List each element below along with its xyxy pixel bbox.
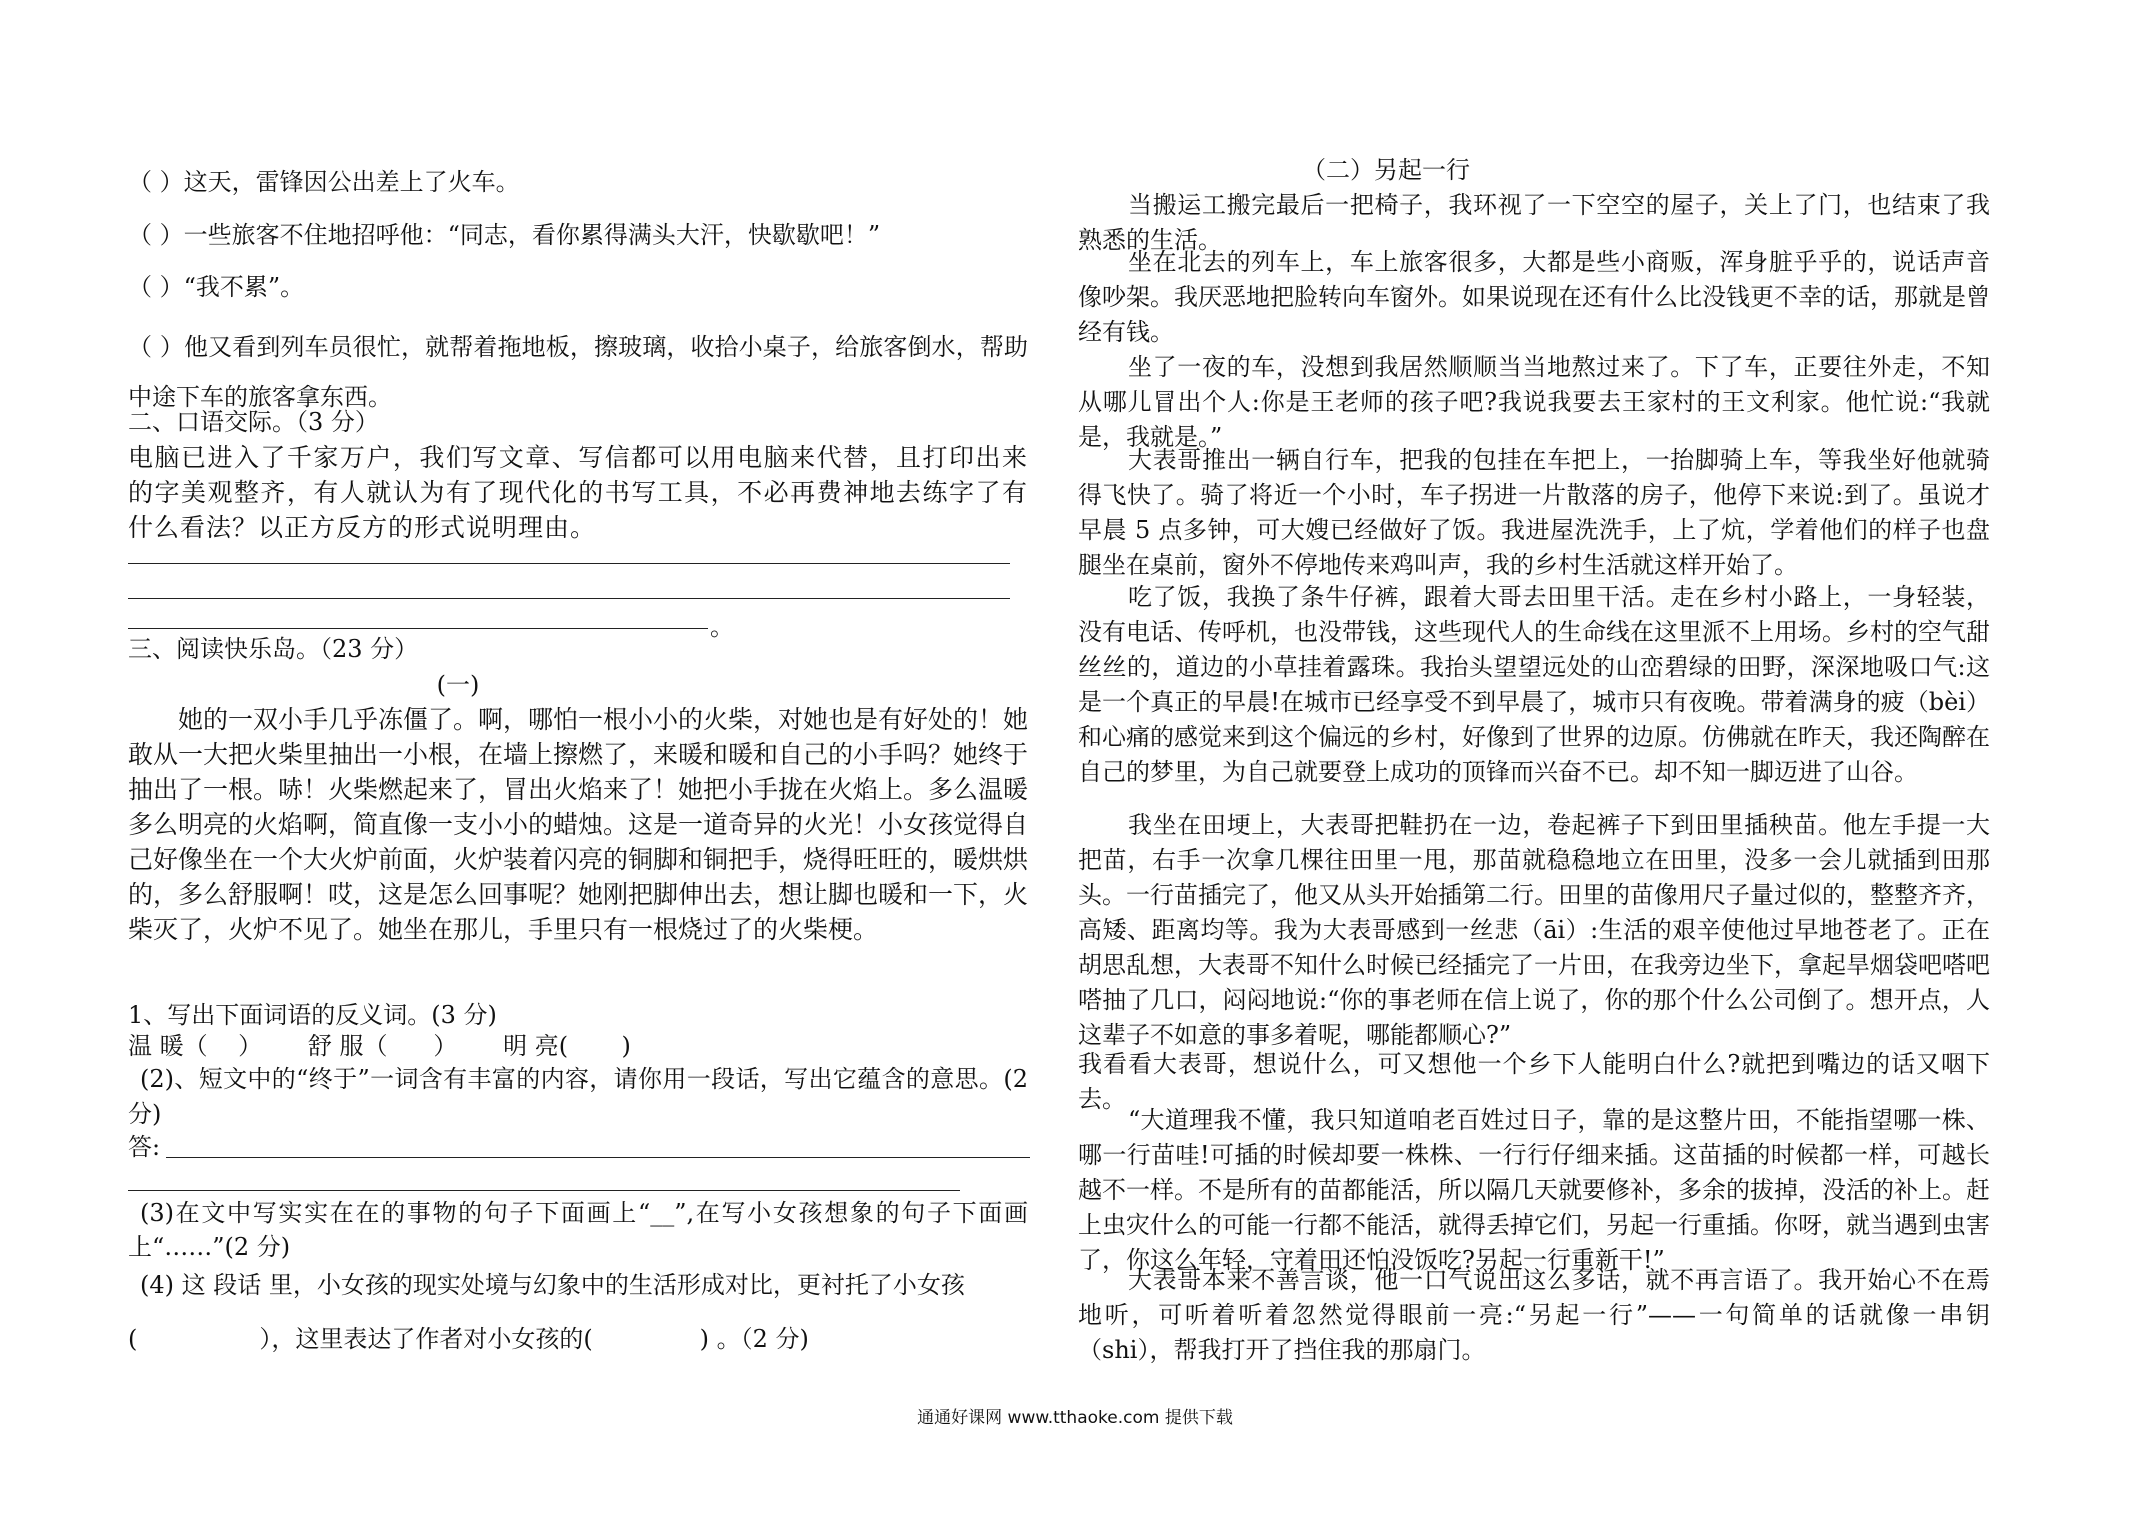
paragraph-7: 我看看大表哥，想说什么，可又想他一个乡下人能明白什么?就把到嘴边的话又咽下去。	[1078, 1050, 1990, 1113]
order-item-3: （ ）“我不累”。	[128, 273, 305, 301]
paragraph-1: 当搬运工搬完最后一把椅子，我环视了一下空空的屋子，关上了门，也结束了我熟悉的生活。	[1078, 191, 1990, 254]
passage-1-title: (一)	[436, 671, 480, 699]
footer-credit: 通通好课网 www.tthaoke.com 提供下载	[917, 1408, 1233, 1428]
answer-line-5	[128, 1190, 960, 1191]
question-1-words: 温 暖（ ） 舒 服（ ） 明 亮( )	[128, 1032, 631, 1060]
paragraph-6: 我坐在田埂上，大表哥把鞋扔在一边，卷起裤子下到田里插秧苗。他左手提一大把苗，右手一次拿几棵往田里一甩，那苗就稳稳地立在田里，没多一会儿就插到田那头。一行苗插完了，他又从头开始插第二行。田里的苗像用尺子量过似的，整整齐齐，高矮、距离均等。我为大表哥感到一丝悲（āi）:生活的艰辛使他过早地苍老了。正在胡思乱想，大表哥不知什么时候已经插完了一片田，在我旁边坐下，拿起旱烟袋吧嗒吧嗒抽了几口，闷闷地说:“你的事老师在信上说了，你的那个什么公司倒了。想开点，人这辈子不如意的事多着呢，哪能都顺心?”	[1078, 811, 1990, 1049]
section-2-title: 二、口语交际。（3 分）	[128, 408, 379, 436]
question-2: (2)、短文中的“终于”一词含有丰富的内容，请你用一段话，写出它蕴含的意思。(2 分)	[128, 1065, 1028, 1128]
order-item-4: （ ）他又看到列车员很忙，就帮着拖地板，擦玻璃，收拾小桌子，给旅客倒水，帮助中途下车的旅客拿东西。	[128, 333, 1028, 411]
order-item-2: （ ）一些旅客不住地招呼他：“同志，看你累得满头大汗，快歇歇吧！”	[128, 221, 881, 249]
answer-line-3	[128, 628, 708, 629]
paragraph-4: 大表哥推出一辆自行车，把我的包挂在车把上，一抬脚骑上车，等我坐好他就骑得飞快了。骑了将近一个小时，车子拐进一片散落的房子，他停下来说:到了。虽说才早晨 5 点多钟，可大嫂已经做好了饭。我进屋洗洗手，上了炕，学着他们的样子也盘腿坐在桌前，窗外不停地传来鸡叫声，我的乡村生活就这样开始了。	[1078, 446, 1990, 579]
passage-2-title: （二）另起一行	[1302, 156, 1470, 184]
section-2-body: 电脑已进入了千家万户，我们写文章、写信都可以用电脑来代替，且打印出来的字美观整齐，有人就认为有了现代化的书写工具，不必再费神地去练字了有什么看法？以正方反方的形式说明理由。	[128, 443, 1028, 542]
answer-line-4	[166, 1157, 1030, 1158]
passage-1-body: 她的一双小手几乎冻僵了。啊，哪怕一根小小的火柴，对她也是有好处的！她敢从一大把火柴里抽出一小根，在墙上擦燃了，来暖和暖和自己的小手吗？她终于抽出了一根。哧！火柴燃起来了，冒出火焰来了！她把小手拢在火焰上。多么温暖多么明亮的火焰啊，简直像一支小小的蜡烛。这是一道奇异的火光！小女孩觉得自己好像坐在一个大火炉前面，火炉装着闪亮的铜脚和铜把手，烧得旺旺的，暖烘烘的，多么舒服啊！哎，这是怎么回事呢？她刚把脚伸出去，想让脚也暖和一下，火柴灭了，火炉不见了。她坐在那儿，手里只有一根烧过了的火柴梗。	[128, 705, 1029, 944]
order-item-1: （ ）这天，雷锋因公出差上了火车。	[128, 168, 520, 196]
question-4-fill: ( ），这里表达了作者对小女孩的( ) 。（2 分)	[128, 1325, 809, 1353]
paragraph-9: 大表哥本来不善言谈，他一口气说出这么多话，就不再言语了。我开始心不在焉地听，可听着听着忽然觉得眼前一亮:“另起一行”——一句简单的话就像一串钥（shi），帮我打开了挡住我的那扇门。	[1078, 1266, 1990, 1364]
paragraph-2: 坐在北去的列车上，车上旅客很多，大都是些小商贩，浑身脏乎乎的，说话声音像吵架。我厌恶地把脸转向车窗外。如果说现在还有什么比没钱更不幸的话，那就是曾经有钱。	[1078, 248, 1990, 346]
answer-label: 答:	[128, 1133, 161, 1161]
question-4: (4) 这 段话 里，小女孩的现实处境与幻象中的生活形成对比，更衬托了小女孩	[140, 1271, 965, 1299]
paragraph-5: 吃了饭，我换了条牛仔裤，跟着大哥去田里干活。走在乡村小路上，一身轻装，没有电话、传呼机，也没带钱，这些现代人的生命线在这里派不上用场。乡村的空气甜丝丝的，道边的小草挂着露珠。我抬头望望远处的山峦碧绿的田野，深深地吸口气:这是一个真正的早晨!在城市已经享受不到早晨了，城市只有夜晚。带着满身的疲（bèi）和心痛的感觉来到这个偏远的乡村，好像到了世界的边原。仿佛就在昨天，我还陶醉在自己的梦里，为自己就要登上成功的顶锋而兴奋不已。却不知一脚迈进了山谷。	[1078, 583, 1990, 786]
question-1: 1、写出下面词语的反义词。(3 分)	[128, 1001, 497, 1029]
section-3-title: 三、阅读快乐岛。（23 分）	[128, 635, 419, 663]
answer-end-mark: 。	[710, 613, 734, 641]
paragraph-3: 坐了一夜的车，没想到我居然顺顺当当地熬过来了。下了车，正要往外走，不知从哪儿冒出个人:你是王老师的孩子吧?我说我要去王家村的王文利家。他忙说:“我就是，我就是。”	[1078, 353, 1990, 451]
answer-line-2	[128, 598, 1010, 599]
answer-line-1	[128, 563, 1010, 564]
question-3: (3)在文中写实实在在的事物的句子下面画上“__”,在写小女孩想象的句子下面画上“……”(2 分)	[128, 1199, 1028, 1261]
paragraph-8: “大道理我不懂，我只知道咱老百姓过日子，靠的是这整片田，不能指望哪一株、哪一行苗哇!可插的时候却要一株株、一行行仔细来插。这苗插的时候都一样，可越长越不一样。不是所有的苗都能活，所以隔几天就要修补，多余的拔掉，没活的补上。赶上虫灾什么的可能一行都不能活，就得丢掉它们，另起一行重插。你呀，就当遇到虫害了，你这么年轻，守着田还怕没饭吃?另起一行重新干!”	[1078, 1106, 1990, 1274]
